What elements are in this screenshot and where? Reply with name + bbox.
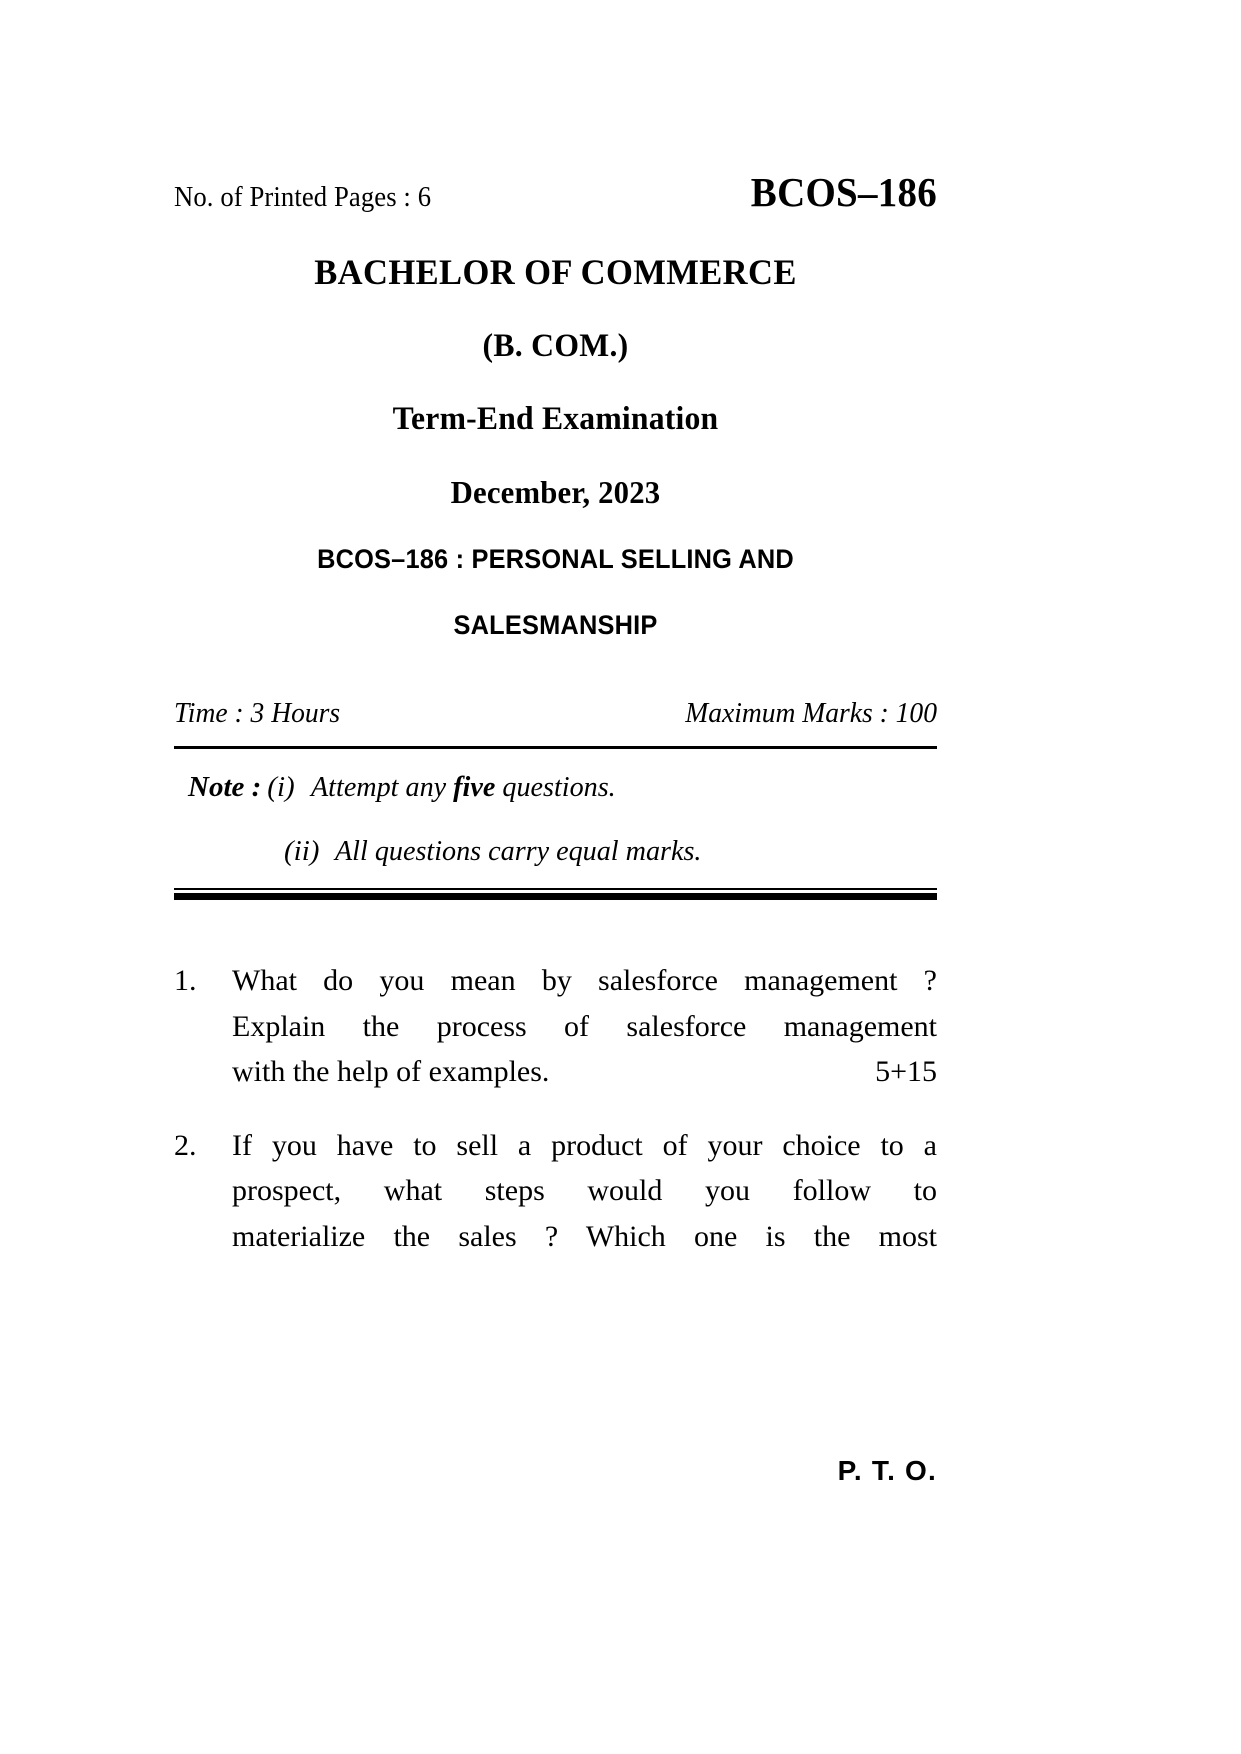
question-number: 2.: [174, 1128, 197, 1162]
note-text-i: [311, 773, 616, 802]
exam-info-row: [174, 697, 937, 730]
question-line: materialize the sales ? Which one is the most: [232, 1219, 937, 1253]
note-roman-ii: (ii): [284, 835, 320, 867]
instructions-note-block: [174, 773, 937, 866]
note-text-i-emphasis: five: [452, 771, 496, 803]
divider-rule-top: [174, 746, 937, 749]
exam-session: December, 2023: [450, 474, 661, 510]
exam-maximum-marks: Maximum Marks : 100: [685, 697, 937, 729]
note-text-i-after: questions.: [495, 771, 616, 803]
printed-pages-label: No. of Printed Pages : 6: [174, 181, 432, 213]
course-code: BCOS–186: [750, 169, 937, 215]
question-item: [174, 958, 937, 1095]
page-turn-over-label: P. T. O.: [837, 1455, 937, 1486]
question-item: [174, 1123, 937, 1260]
exam-title-block: [174, 254, 937, 639]
divider-rule-thick: [174, 893, 937, 900]
note-label: Note :: [188, 771, 262, 803]
page-header: [174, 168, 937, 215]
question-marks: 5+15: [875, 1055, 937, 1089]
question-line: prospect, what steps would you follow to: [232, 1174, 937, 1208]
note-item-ii: [174, 837, 937, 866]
divider-rule-thin: [174, 888, 937, 890]
degree-abbreviation: (B. COM.): [482, 328, 629, 364]
question-line: with the help of examples.: [232, 1055, 550, 1089]
divider-rule-double: [174, 888, 937, 900]
page-content: [174, 0, 937, 1486]
note-roman-i: (i): [267, 771, 295, 803]
subject-title-line-2: SALESMANSHIP: [453, 610, 658, 640]
question-line: What do you mean by salesforce management ?: [232, 964, 937, 997]
questions-list: [174, 958, 937, 1260]
question-line: If you have to sell a product of your choice to a: [232, 1128, 937, 1162]
question-text: [232, 958, 937, 1095]
question-final-line: [232, 1049, 937, 1095]
degree-title: BACHELOR OF COMMERCE: [314, 252, 797, 292]
question-text: [232, 1123, 937, 1260]
note-text-ii: All questions carry equal marks.: [335, 835, 702, 867]
subject-title-line-1: BCOS–186 : PERSONAL SELLING AND: [317, 544, 794, 574]
exam-duration: Time : 3 Hours: [174, 697, 341, 729]
question-number: 1.: [174, 964, 197, 997]
question-line: Explain the process of salesforce management: [232, 1009, 937, 1043]
note-text-i-before: Attempt any: [310, 771, 453, 803]
note-item-i: [174, 773, 937, 802]
exam-type: Term-End Examination: [392, 401, 719, 437]
